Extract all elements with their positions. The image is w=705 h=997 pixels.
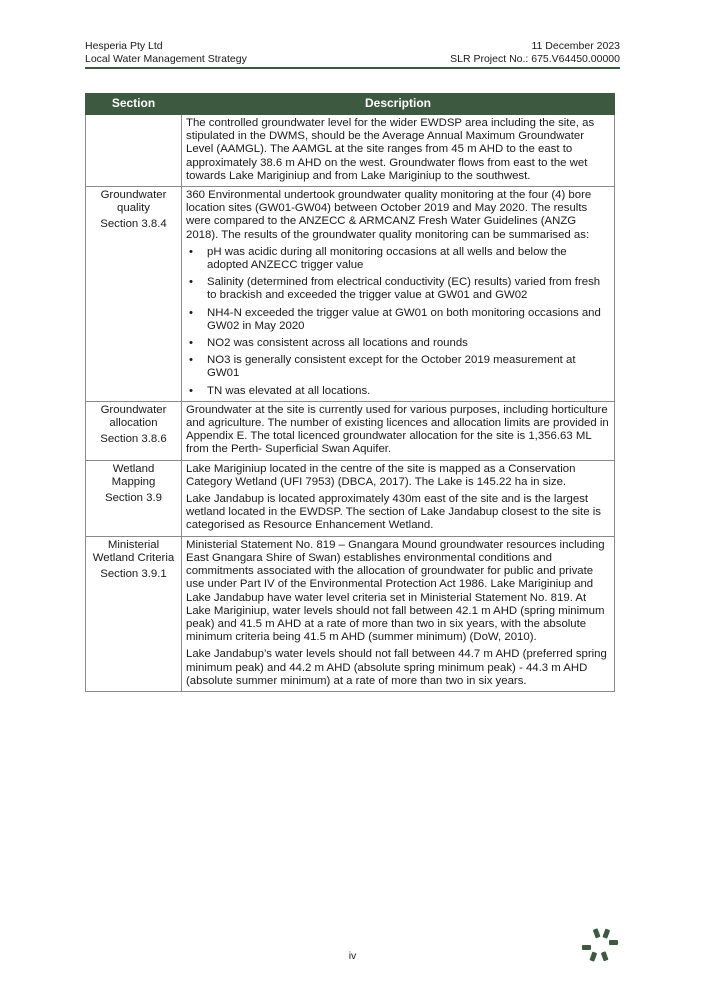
bullet-icon: •: [189, 306, 193, 319]
description-cell: [182, 460, 615, 536]
bullet-item: [186, 385, 610, 398]
description-paragraph: Lake Mariginiup located in the centre of the site is mapped as a Conservation Category Wetland (UFI 7953) (DBCA, 2017). The Lake is 145.22 ha in size.: [186, 462, 576, 488]
table-header-row: [86, 94, 615, 115]
header-date: 11 December 2023: [531, 40, 620, 52]
column-header-description: Description: [182, 94, 615, 115]
bullet-icon: •: [189, 276, 193, 289]
bullet-item: [186, 337, 610, 350]
table-row: [86, 536, 615, 691]
header-divider: [85, 67, 620, 69]
table-row: [86, 187, 615, 402]
section-label: Ministerial Wetland Criteria: [92, 538, 175, 564]
description-cell: [182, 536, 615, 691]
description-cell: [182, 401, 615, 460]
bullet-list: [186, 246, 610, 398]
bullet-item: [186, 246, 610, 272]
section-cell: [86, 187, 182, 402]
bullet-text: Salinity (determined from electrical conductivity (EC) results) varied from fresh to brackish and exceeded the trigger value at GW01 and GW02: [207, 276, 601, 302]
bullet-text: NO3 is generally consistent except for the October 2019 measurement at GW01: [207, 354, 576, 380]
slr-logo-icon: [581, 928, 619, 962]
bullet-text: NO2 was consistent across all locations and rounds: [207, 337, 468, 350]
description-paragraph: Lake Jandabup’s water levels should not fall between 44.7 m AHD (preferred spring minimum peak) and 44.2 m AHD (absolute spring minimum peak) - 44.3 m AHD (absolute summer minimum) at a rate of more than two in six years.: [186, 648, 607, 687]
description-paragraph: Groundwater at the site is currently used for various purposes, including horticulture and agriculture. The number of existing licences and allocation limits are provided in Appendix E. The total licenced groundwater allocation for the site is 1,356.63 ML from the Perth- Superficial Swan Aquifer.: [186, 403, 609, 456]
header-document-title: Local Water Management Strategy: [85, 53, 247, 65]
page-header: [85, 40, 620, 66]
bullet-text: pH was acidic during all monitoring occasions at all wells and below the adopted ANZECC trigger value: [207, 245, 567, 272]
page-number: iv: [348, 950, 357, 962]
section-label: Groundwater quality: [100, 189, 167, 215]
section-label: Groundwater allocation: [100, 403, 167, 430]
section-label: Wetland Mapping: [111, 462, 156, 488]
bullet-text: NH4-N exceeded the trigger value at GW01 on both monitoring occasions and GW02 in May 2020: [207, 306, 601, 332]
column-header-section: Section: [86, 94, 182, 115]
water-strategy-table: [85, 93, 615, 692]
bullet-icon: •: [189, 337, 193, 350]
description-cell: [182, 187, 615, 402]
section-cell: [86, 115, 182, 187]
bullet-icon: •: [189, 354, 193, 367]
header-company: Hesperia Pty Ltd: [85, 40, 163, 52]
section-reference: Section 3.9.1: [100, 568, 167, 581]
description-paragraph: 360 Environmental undertook groundwater quality monitoring at the four (4) bore location sites (GW01-GW04) between October 2019 and May 2020. The results were compared to the ANZECC & ARMCANZ Fresh Water Guidelines (ANZG 2018). The results of the groundwater quality monitoring can be summarised as:: [186, 189, 592, 241]
bullet-item: [186, 307, 610, 333]
bullet-item: [186, 276, 610, 302]
table-row: [86, 401, 615, 460]
bullet-icon: •: [189, 384, 193, 397]
description-cell: [182, 115, 615, 187]
section-reference: Section 3.8.4: [100, 218, 167, 231]
description-paragraph: The controlled groundwater level for the wider EWDSP area including the site, as stipulated in the DWMS, should be the Average Annual Maximum Groundwater Level (AAMGL). The AAMGL at the site ranges from 45 m AHD to the east to approximately 38.6 m AHD on the west. Groundwater flows from east to the wet towards Lake Mariginiup and from Lake Mariginiup to the southwest.: [186, 117, 595, 182]
section-cell: [86, 536, 182, 691]
section-cell: [86, 401, 182, 460]
table-body: [86, 115, 615, 692]
bullet-text: TN was elevated at all locations.: [207, 384, 371, 397]
description-paragraph: Lake Jandabup is located approximately 430m east of the site and is the largest wetland located in the EWDSP. The section of Lake Jandabup closest to the site is categorised as Resource Enhancement Wetland.: [186, 493, 601, 532]
table-row: [86, 460, 615, 536]
bullet-icon: •: [189, 245, 193, 258]
section-reference: Section 3.9: [105, 492, 162, 505]
bullet-item: [186, 354, 610, 380]
description-paragraph: Ministerial Statement No. 819 – Gnangara Mound groundwater resources including East Gnangara Shire of Swan) establishes environmental conditions and commitments associated with the allocation of groundwater for public and private use under Part IV of the Environmental Protection Act 1986. Lake Mariginiup and Lake Jandabup have water level criteria set in Ministerial Statement No. 819. At Lake Mariginiup, water levels should not fall between 42.1 m AHD (spring minimum peak) and 41.5 m AHD at a rate of more than two in six years, with the absolute minimum criteria being 41.5 m AHD (summer minimum) (DoW, 2010).: [186, 538, 605, 644]
table-row: [86, 115, 615, 187]
section-cell: [86, 460, 182, 536]
section-reference: Section 3.8.6: [100, 433, 167, 446]
header-project-number: SLR Project No.: 675.V64450.00000: [450, 53, 620, 65]
